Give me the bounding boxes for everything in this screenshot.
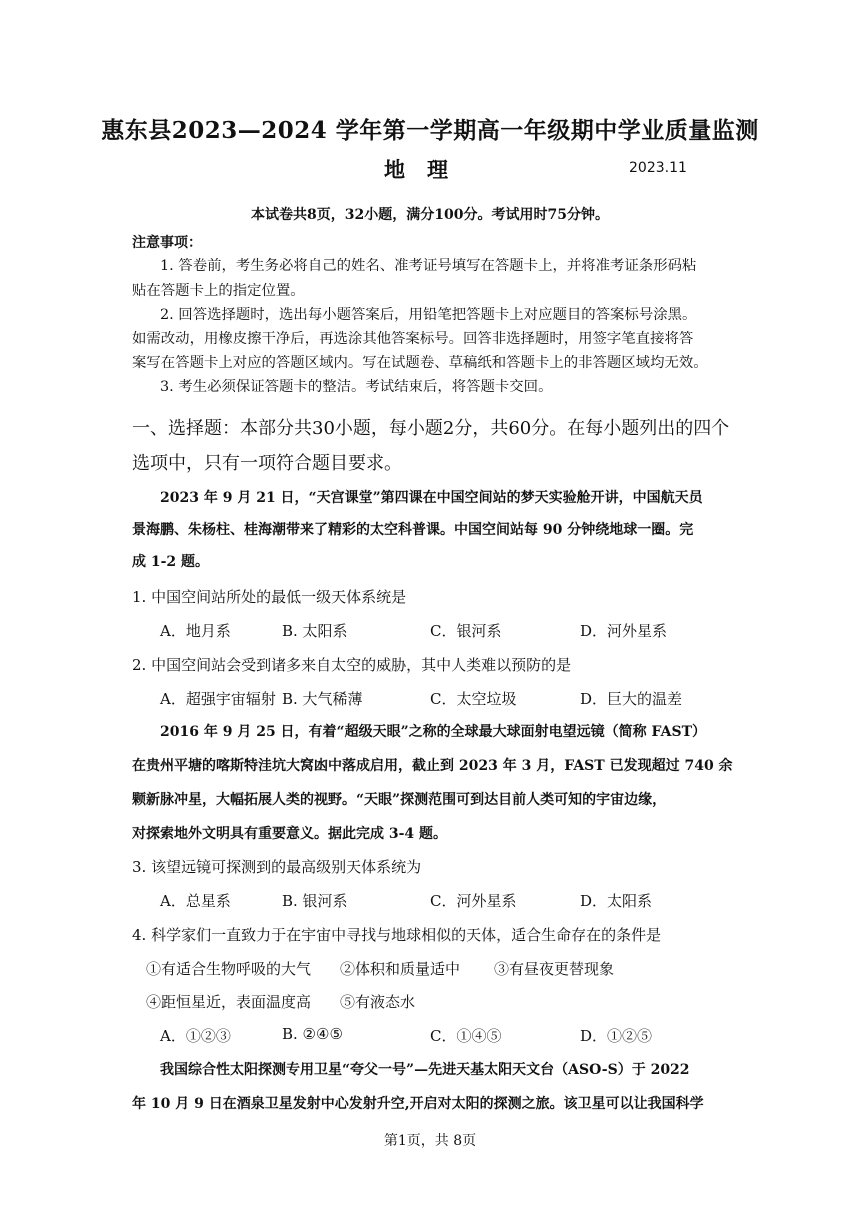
- notes-heading: 注意事项：: [132, 235, 202, 251]
- q4-item: ⑤有液态水: [340, 993, 416, 1011]
- passage-line: 在贵州平塘的喀斯特洼坑大窝凼中落成启用，截止到 2023 年 3 月，FAST 已发现超过 740 余: [132, 758, 733, 774]
- q4-option-b: B. ②④⑤: [282, 1025, 343, 1043]
- q3-option-b: B. 银河系: [282, 892, 348, 910]
- subject-title: 地理: [384, 157, 470, 182]
- passage-line: 年 10 月 9 日在酒泉卫星发射中心发射升空,开启对太阳的探测之旅。该卫星可以让我国科学: [132, 1096, 704, 1112]
- notes-line: 2. 回答选择题时，选出每小题答案后，用铅笔把答题卡上对应题目的答案标号涂黑。: [160, 307, 697, 323]
- question-3-stem: 3. 该望远镜可探测到的最高级别天体系统为: [132, 858, 422, 876]
- section-heading: 选项中，只有一项符合题目要求。: [132, 453, 402, 474]
- q4-option-c: C．①④⑤: [430, 1027, 502, 1045]
- q1-option-d: D．河外星系: [580, 622, 668, 640]
- q2-option-d: D．巨大的温差: [580, 690, 683, 708]
- passage-line: 我国综合性太阳探测专用卫星“夸父一号”—先进天基太阳天文台（ASO-S）于 2022: [160, 1062, 690, 1078]
- exam-summary: 本试卷共8页，32小题，满分100分。考试用时75分钟。: [251, 207, 609, 223]
- q2-option-a: A．超强宇宙辐射: [160, 690, 276, 708]
- notes-line: 案写在答题卡上对应的答题区域内。写在试题卷、草稿纸和答题卡上的非答题区域均无效。: [132, 355, 708, 371]
- q3-option-d: D．太阳系: [580, 892, 653, 910]
- q4-item: ③有昼夜更替现象: [494, 960, 615, 978]
- page-footer: 第1页，共 8页: [383, 1133, 477, 1149]
- q1-option-a: A．地月系: [160, 622, 231, 640]
- q1-option-b: B. 太阳系: [282, 622, 348, 640]
- q4-option-a: A．①②③: [160, 1027, 231, 1045]
- q4-item: ①有适合生物呼吸的大气: [146, 960, 312, 978]
- question-1-stem: 1. 中国空间站所处的最低一级天体系统是: [132, 588, 407, 606]
- notes-line: 贴在答题卡上的指定位置。: [132, 283, 305, 299]
- passage-line: 成 1-2 题。: [132, 554, 210, 570]
- passage-line: 2016 年 9 月 25 日，有着“超级天眼”之称的全球最大球面射电望远镜（简称 FAST）: [160, 724, 707, 740]
- exam-date: 2023.11: [629, 160, 687, 176]
- passage-line: 对探索地外文明具有重要意义。据此完成 3-4 题。: [132, 826, 448, 842]
- q4-item: ④距恒星近，表面温度高: [146, 993, 312, 1011]
- exam-title: 惠东县2023—2024 学年第一学期高一年级期中学业质量监测: [101, 117, 759, 144]
- notes-line: 3. 考生必须保证答题卡的整洁。考试结束后，将答题卡交回。: [160, 379, 553, 395]
- q2-option-b: B. 大气稀薄: [282, 690, 363, 708]
- q3-option-c: C．河外星系: [430, 892, 517, 910]
- q4-item: ②体积和质量适中: [340, 960, 461, 978]
- passage-line: 颗新脉冲星，大幅拓展人类的视野。“天眼”探测范围可到达目前人类可知的宇宙边缘，: [132, 792, 667, 808]
- question-2-stem: 2. 中国空间站会受到诸多来自太空的威胁，其中人类难以预防的是: [132, 656, 572, 674]
- section-heading: 一、选择题：本部分共30小题，每小题2分，共60分。在每小题列出的四个: [132, 418, 730, 439]
- q1-option-c: C．银河系: [430, 622, 502, 640]
- q2-option-c: C．太空垃圾: [430, 690, 517, 708]
- q3-option-a: A．总星系: [160, 892, 231, 910]
- q4-option-d: D．①②⑤: [580, 1027, 653, 1045]
- question-4-stem: 4. 科学家们一直致力于在宇宙中寻找与地球相似的天体，适合生命存在的条件是: [132, 926, 662, 944]
- notes-line: 1. 答卷前，考生务必将自己的姓名、准考证号填写在答题卡上，并将准考证条形码粘: [160, 258, 697, 274]
- passage-line: 景海鹏、朱杨柱、桂海潮带来了精彩的太空科普课。中国空间站每 90 分钟绕地球一圈。完: [132, 522, 694, 538]
- notes-line: 如需改动，用橡皮擦干净后，再选涂其他答案标号。回答非选择题时，用签字笔直接将答: [132, 331, 694, 347]
- passage-line: 2023 年 9 月 21 日，“天宫课堂”第四课在中国空间站的梦天实验舱开讲，中国航天员: [160, 490, 703, 506]
